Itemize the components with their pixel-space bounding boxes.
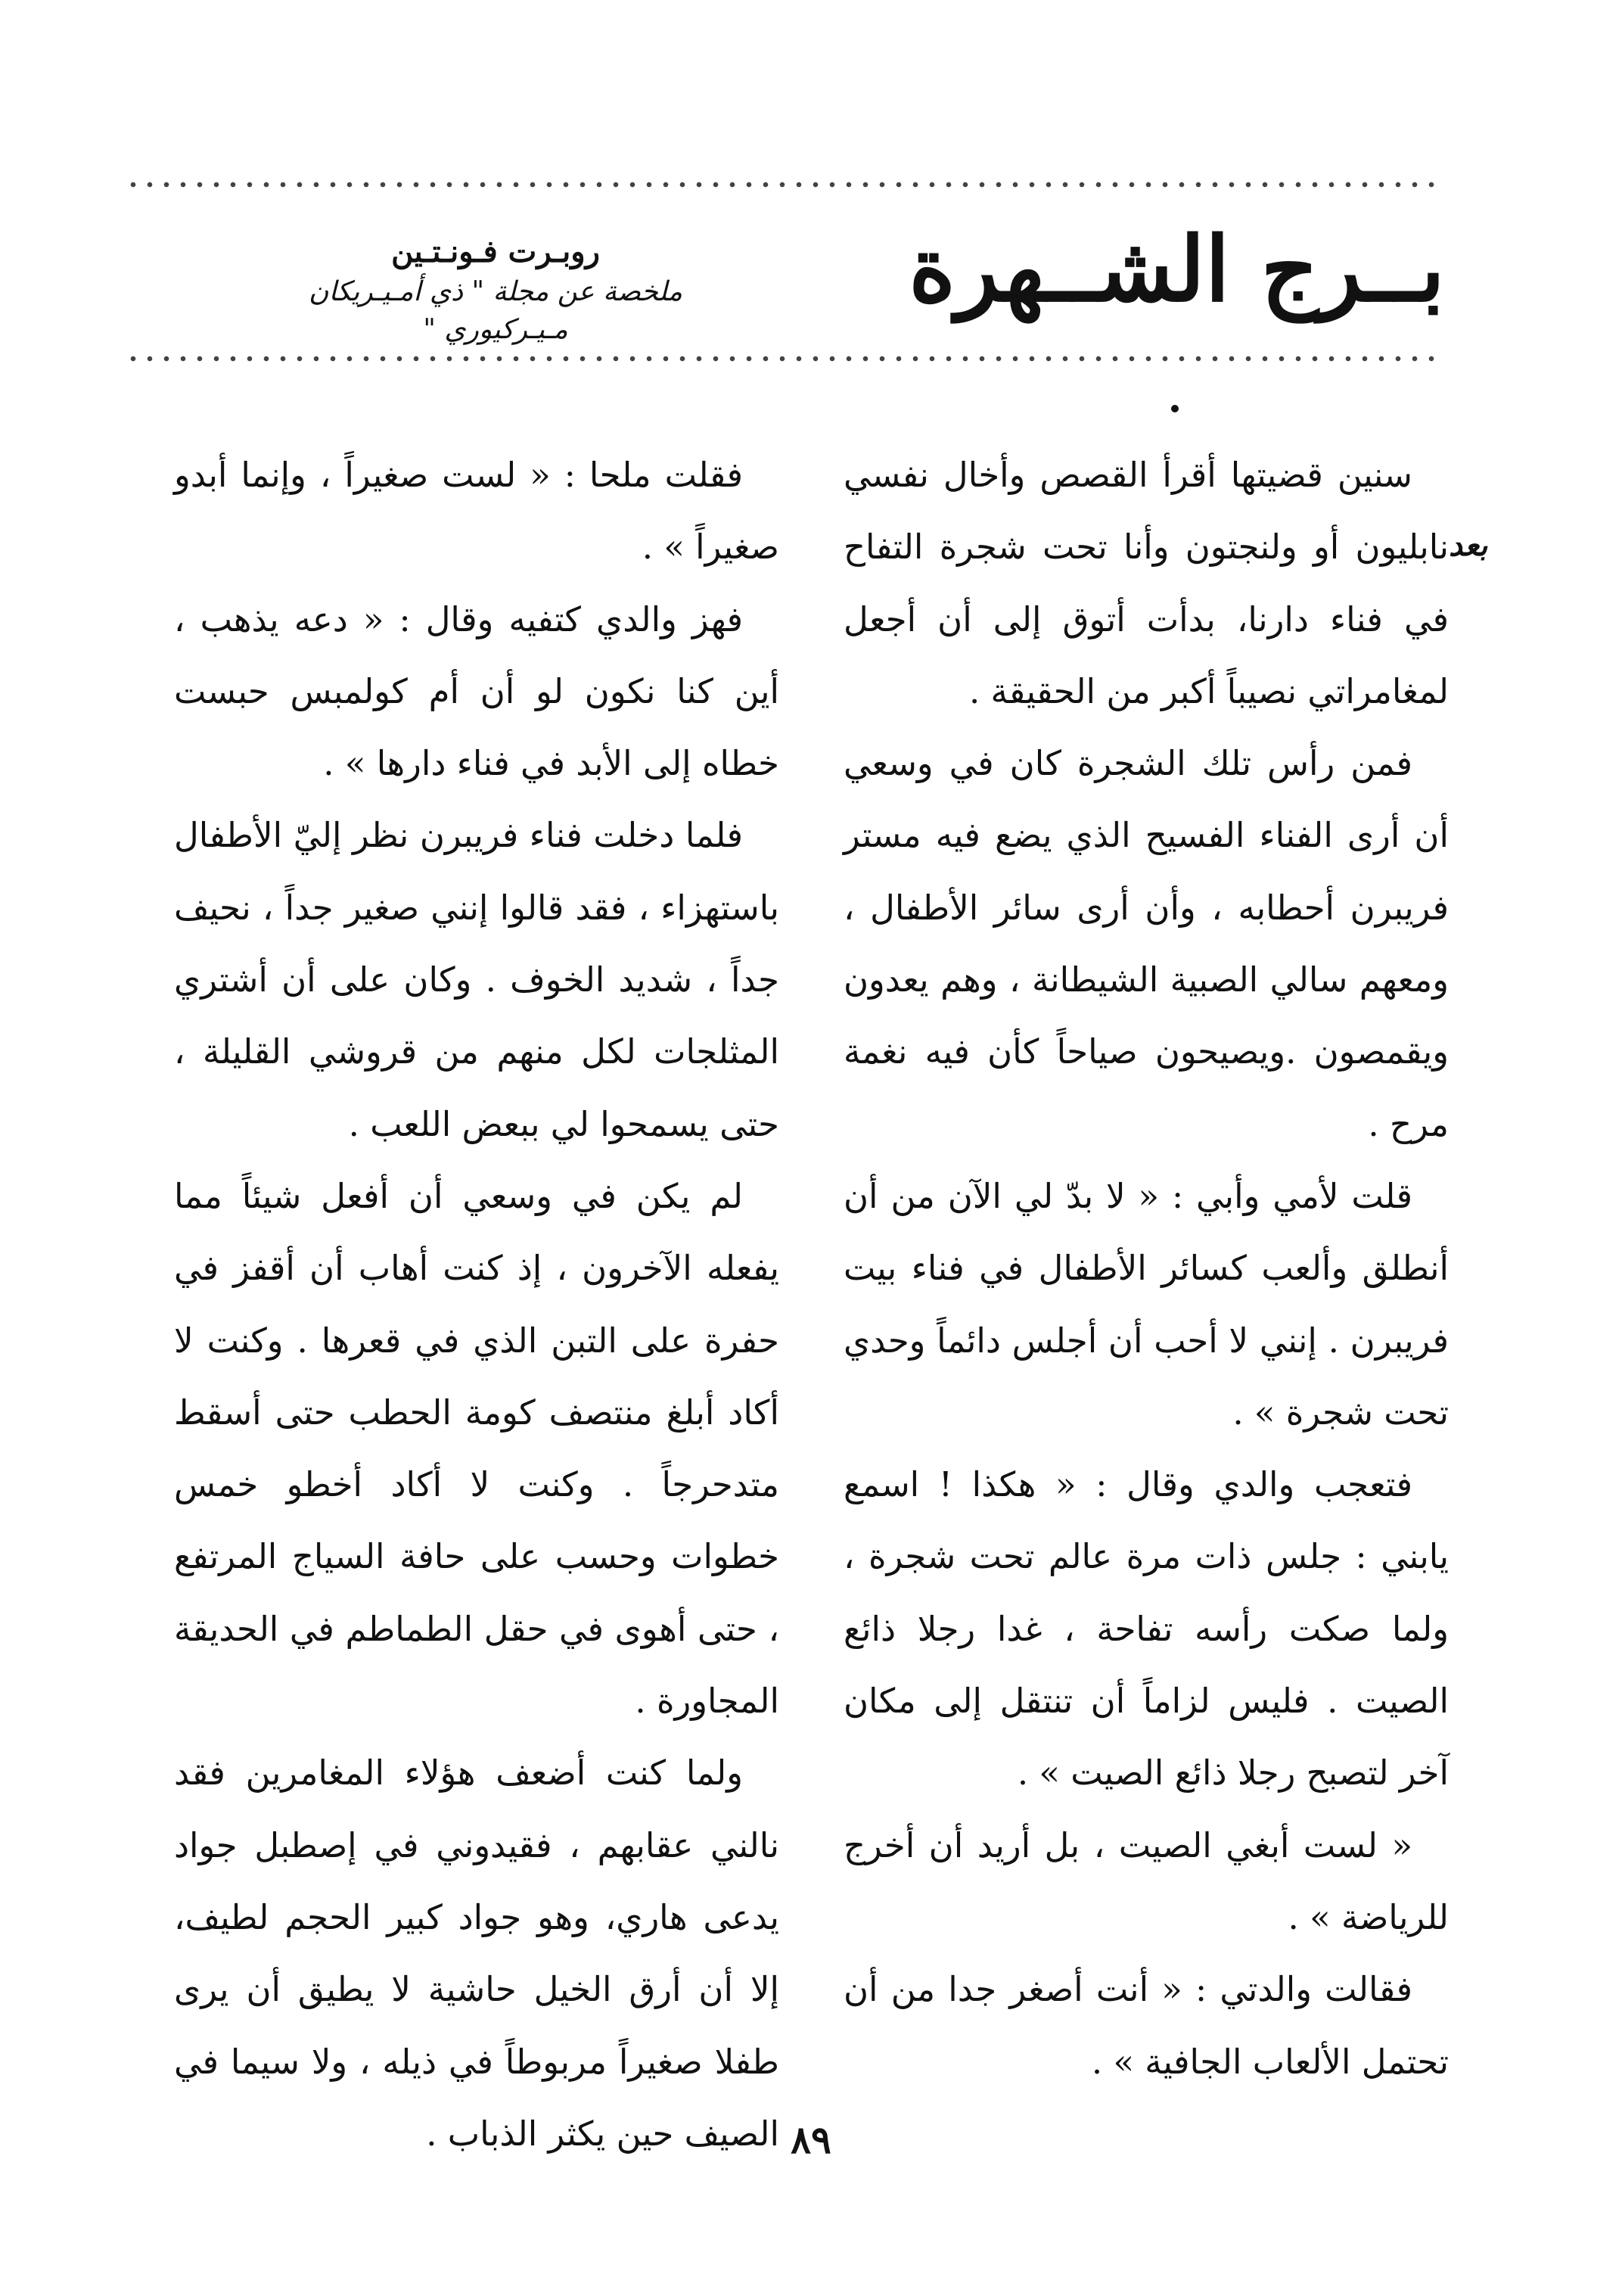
author-name: روبـرت فـونـتـين (391, 234, 600, 269)
article-header (125, 216, 1445, 344)
source-note: ملخصة عن مجلة " ذي أمـيـريكان مـيـركيوري " (309, 276, 682, 346)
right-column (844, 439, 1449, 2098)
paragraph: فهز والدي كتفيه وقال : « دعه يذهب ، أين كنا نكون لو أن أم كولمبس حبست خطاه إلى الأبد في فناء دارها » . (174, 599, 779, 784)
page-number: ٨٩ (791, 2117, 831, 2162)
bullet-dot (1171, 405, 1179, 412)
article-title: بــرج الشــهرة (909, 216, 1445, 322)
decorative-rule-bottom (125, 352, 1445, 366)
paragraph: « لست أبغي الصيت ، بل أريد أن أخرج للرياضة » . (844, 1825, 1449, 1937)
paragraph: لم يكن في وسعي أن أفعل شيئاً مما يفعله الآخرون ، إذ كنت أهاب أن أقفز في حفرة على التبن الذي في قعرها . وكنت لا أكاد أبلغ منتصف كومة الحطب حتى أسقط متدحرجاً . وكنت لا أكاد أخطو خمس خطوات وحسب على حافة السياج المرتفع ، حتى أهوى في حقل الطماطم في الحديقة المجاورة . (174, 1175, 779, 1722)
paragraph: فقالت والدتي : « أنت أصغر جدا من أن تحتمل الألعاب الجافية » . (844, 1969, 1449, 2082)
paragraph: ولما كنت أضعف هؤلاء المغامرين فقد نالني عقابهم ، فقيدوني في إصطبل جواد يدعى هاري، وهو جواد كبير الحجم لطيف، إلا أن أرق الخيل حاشية لا يطيق أن يرى طفلا صغيراً مربوطاً في ذيله ، ولا سيما في الصيف حين يكثر الذباب . (174, 1753, 779, 2154)
paragraph: فلما دخلت فناء فريبرن نظر إليّ الأطفال باستهزاء ، فقد قالوا إنني صغير جداً ، نحيف جداً ، شديد الخوف . وكان على أن أشتري المثلجات لكل منهم من قروشي القليلة ، حتى يسمحوا لي ببعض اللعب . (174, 815, 779, 1144)
left-column (174, 439, 779, 2170)
paragraph: فمن رأس تلك الشجرة كان في وسعي أن أرى الفناء الفسيح الذي يضع فيه مستر فريبرن أحطابه ، وأن أرى سائر الأطفال ، ومعهم سالي الصبية الشيطانة ، وهم يعدون ويقمصون .ويصيحون صياحاً كأن فيه نغمة مرح . (844, 743, 1449, 1144)
paragraph: فقلت ملحا : « لست صغيراً ، وإنما أبدو صغيراً » . (174, 455, 779, 568)
marginal-note: بعد (1449, 527, 1488, 563)
paragraph: سنين قضيتها أقرأ القصص وأخال نفسي نابليون أو ولنجتون وأنا تحت شجرة التفاح في فناء دارنا، بدأت أتوق إلى أن أجعل لمغامراتي نصيباً أكبر من الحقيقة . (844, 455, 1449, 711)
decorative-rule-top (125, 178, 1445, 191)
byline (299, 231, 692, 350)
paragraph: قلت لأمي وأبي : « لا بدّ لي الآن من أن أنطلق وألعب كسائر الأطفال في فناء بيت فريبرن . إنني لا أحب أن أجلس دائماً وحدي تحت شجرة » . (844, 1175, 1449, 1433)
paragraph: فتعجب والدي وقال : « هكذا ! اسمع يابني : جلس ذات مرة عالم تحت شجرة ، ولما صكت رأسه تفاحة ، غدا رجلا ذائع الصيت . فليس لزاماً أن تنتقل إلى مكان آخر لتصبح رجلا ذائع الصيت » . (844, 1464, 1449, 1794)
